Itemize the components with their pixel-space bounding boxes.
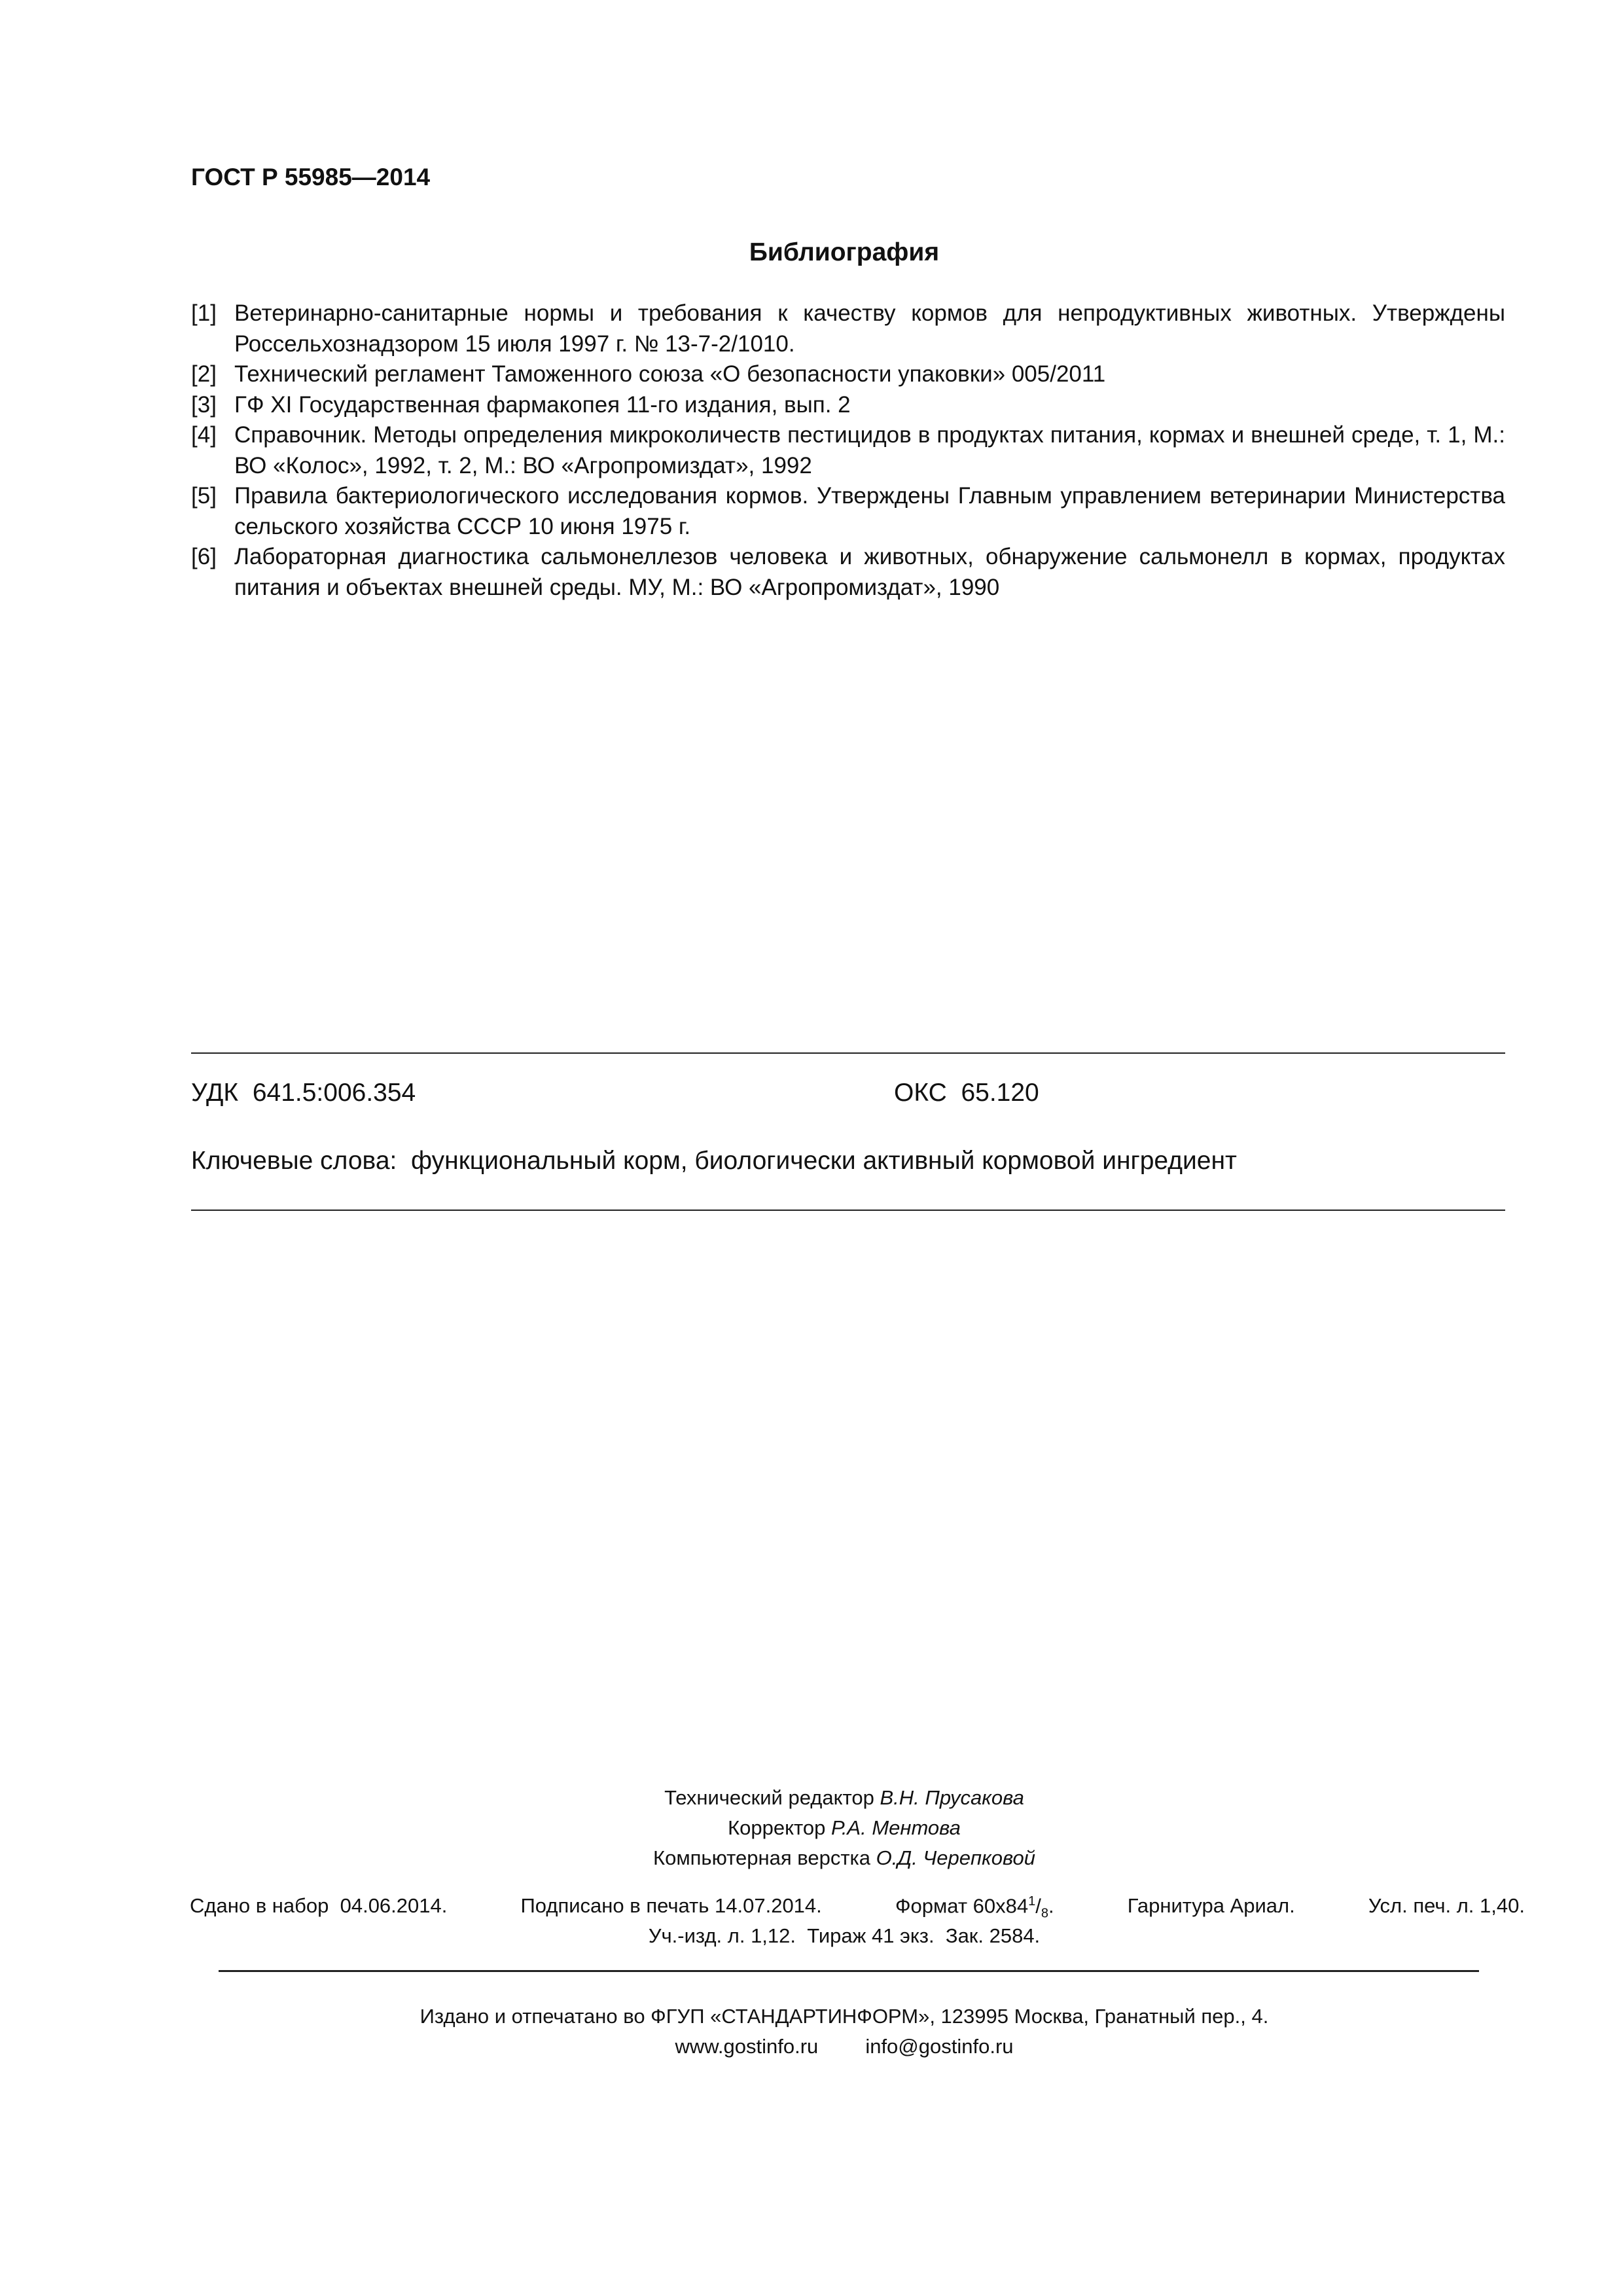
bibliography-item bbox=[191, 298, 1505, 359]
bibliography-item-text: ГФ XI Государственная фармакопея 11-го издания, вып. 2 bbox=[234, 391, 851, 418]
bibliography-item bbox=[191, 359, 1505, 390]
bibliography-item-number: [6] bbox=[191, 544, 217, 569]
document-code: ГОСТ Р 55985—2014 bbox=[191, 164, 431, 190]
bibliography-heading: Библиография bbox=[749, 238, 940, 266]
sent-date: Сдано в набор 04.06.2014. bbox=[190, 1894, 448, 1917]
bibliography-item bbox=[191, 390, 1505, 421]
bibliography-item-number: [5] bbox=[191, 483, 217, 509]
format-sup: 1 bbox=[1028, 1894, 1036, 1909]
print-info-line-2: Уч.-изд. л. 1,12. Тираж 41 экз. Зак. 2584. bbox=[648, 1924, 1041, 1947]
bibliography-item-number: [2] bbox=[191, 361, 217, 387]
paper-format bbox=[895, 1894, 1054, 1922]
corrector-label: Корректор bbox=[728, 1816, 826, 1839]
bibliography-item-text: Ветеринарно-санитарные нормы и требования к качеству кормов для непродуктивных животных. Утверждены Россельхознадзором 15 июля 1997 г. № 13-7-2/1010. bbox=[234, 300, 1505, 357]
tech-editor-label: Технический редактор bbox=[664, 1786, 874, 1809]
oks-label: ОКС bbox=[894, 1079, 947, 1107]
divider-bottom bbox=[219, 1970, 1479, 1972]
bibliography-list bbox=[191, 298, 1505, 603]
bibliography-item-text: Лабораторная диагностика сальмонеллезов человека и животных, обнаружение сальмонелл в кормах, продуктах питания и объектах внешней среды. МУ, М.: ВО «Агропромиздат», 1990 bbox=[234, 544, 1505, 600]
publisher-website[interactable]: www.gostinfo.ru bbox=[675, 2035, 819, 2058]
publisher-block bbox=[0, 2001, 1623, 2062]
udk-value: 641.5:006.354 bbox=[252, 1079, 416, 1107]
typeface: Гарнитура Ариал. bbox=[1127, 1894, 1295, 1917]
tech-editor-name: В.Н. Прусакова bbox=[880, 1786, 1024, 1809]
layout-label: Компьютерная верстка bbox=[653, 1846, 871, 1869]
oks-code bbox=[894, 1079, 1039, 1107]
tech-editor-line bbox=[0, 1783, 1623, 1813]
publisher-contacts bbox=[0, 2032, 1623, 2062]
oks-value: 65.120 bbox=[961, 1079, 1039, 1107]
format-slash: / bbox=[1035, 1894, 1041, 1918]
divider-top bbox=[191, 1052, 1505, 1054]
format-suffix: . bbox=[1048, 1894, 1054, 1918]
layout-line bbox=[0, 1843, 1623, 1873]
format-prefix: Формат 60x84 bbox=[895, 1894, 1029, 1918]
divider-middle bbox=[191, 1210, 1505, 1211]
publisher-address: Издано и отпечатано во ФГУП «СТАНДАРТИНФОРМ», 123995 Москва, Гранатный пер., 4. bbox=[419, 2005, 1269, 2028]
keywords-value: функциональный корм, биологически активный кормовой ингредиент bbox=[411, 1147, 1237, 1175]
print-info-line bbox=[190, 1894, 1525, 1922]
bibliography-item bbox=[191, 481, 1505, 542]
keywords bbox=[191, 1147, 1237, 1175]
bibliography-item-number: [3] bbox=[191, 391, 217, 418]
layout-name: О.Д. Черепковой bbox=[876, 1846, 1035, 1869]
format-sub: 8 bbox=[1041, 1906, 1049, 1921]
keywords-label: Ключевые слова: bbox=[191, 1147, 397, 1175]
bibliography-item-text: Справочник. Методы определения микроколичеств пестицидов в продуктах питания, кормах и внешней среде, т. 1, М.: ВО «Колос», 1992, т. 2, М.: ВО «Агропромиздат», 1992 bbox=[234, 422, 1505, 478]
publisher-email[interactable]: info@gostinfo.ru bbox=[865, 2035, 1014, 2058]
corrector-name: Р.А. Ментова bbox=[830, 1816, 961, 1839]
bibliography-item-text: Правила бактериологического исследования кормов. Утверждены Главным управлением ветеринарии Министерства сельского хозяйства СССР 10 июня 1975 г. bbox=[234, 483, 1505, 539]
udk-code bbox=[191, 1079, 416, 1107]
bibliography-item-number: [1] bbox=[191, 300, 217, 326]
udk-label: УДК bbox=[191, 1079, 239, 1107]
bibliography-item bbox=[191, 420, 1505, 481]
corrector-line bbox=[0, 1813, 1623, 1843]
signed-date: Подписано в печать 14.07.2014. bbox=[520, 1894, 822, 1917]
printed-sheets: Усл. печ. л. 1,40. bbox=[1368, 1894, 1525, 1917]
bibliography-item-number: [4] bbox=[191, 422, 217, 448]
bibliography-item-text: Технический регламент Таможенного союза «О безопасности упаковки» 005/2011 bbox=[234, 361, 1106, 387]
bibliography-item bbox=[191, 542, 1505, 603]
credits-block bbox=[0, 1783, 1623, 1873]
